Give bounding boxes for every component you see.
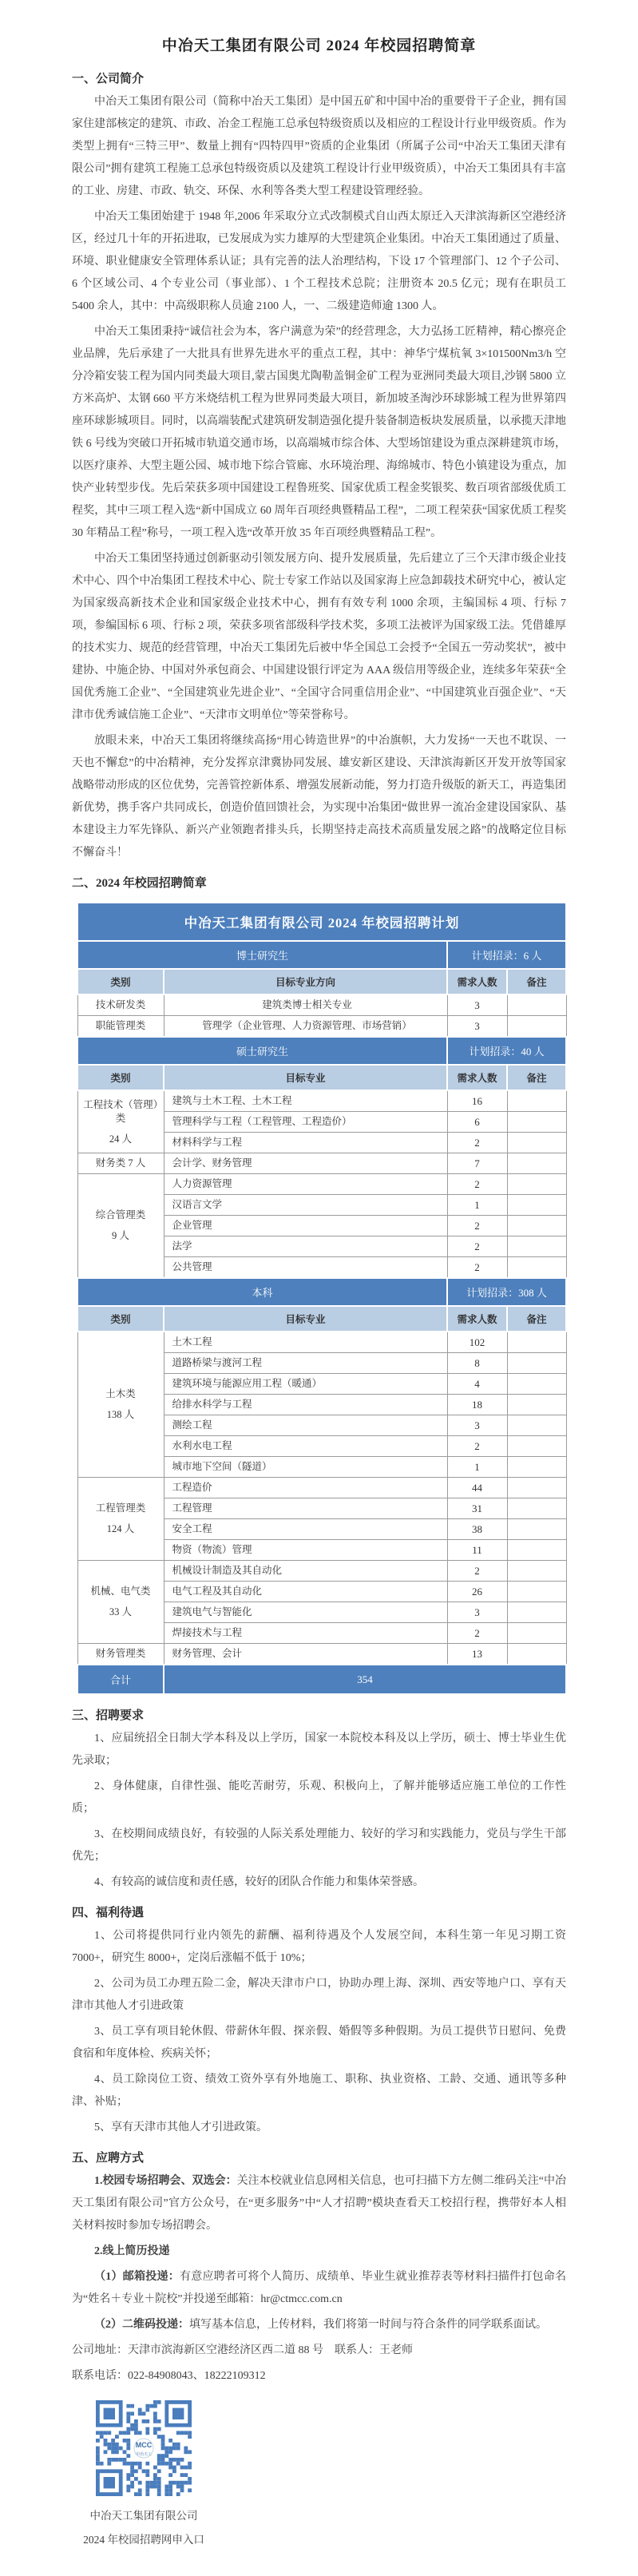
column-header: 备注 [507,969,566,994]
column-header: 备注 [507,1065,566,1090]
remark-cell [507,1519,566,1540]
major-cell: 安全工程 [164,1519,447,1540]
benefit-item: 3、员工享有项目轮休假、带薪休年假、探亲假、婚假等多种假期。为员工提供节日慰问、免费食宿和年度体检、疾病关怀； [72,2026,566,2060]
column-header: 需求人数 [447,1065,507,1090]
remark-cell [507,1257,566,1279]
headcount-label: 24 人 [109,1133,133,1145]
major-cell: 城市地下空间（隧道） [164,1457,447,1478]
table-row [77,1174,566,1195]
category-cell: 财务类 7 人 [77,1153,164,1174]
apply-item-email [72,2266,566,2311]
apply-item-lead: （1）邮箱投递： [94,2271,180,2283]
apply-item-text: 填写基本信息，上传材料，我们将第一时间与符合条件的同学联系面试。 [189,2319,547,2331]
count-cell: 3 [447,1602,507,1623]
apply-item-lead: 1.校园专场招聘会、双选会： [94,2175,237,2187]
category-label: 土木类 [105,1388,136,1399]
major-cell: 建筑类博士相关专业 [164,994,447,1016]
count-cell: 2 [447,1436,507,1457]
count-cell: 3 [447,1415,507,1436]
count-cell: 2 [447,1623,507,1644]
count-cell: 44 [447,1478,507,1498]
intro-paragraph: 中冶天工集团坚持通过创新驱动引领发展方向、提升发展质量，先后建立了三个天津市级企业技术中心、四个中冶集团工程技术中心、院士专家工作站以及国家海上应急卸载技术研究中心，被认定为国家级高新技术企业和国家级企业技术中心，拥有有效专利 1000 余项，主编国标 4 项、行标 7 项，参编国标 6 项、行标 2 项，荣获多项省部级科学技术奖，多项工法被评为国家级工法。凭借雄厚的技术实力、规范的经营管理，中冶天工集团先后被中华全国总工会授予“全国五一劳动奖状”，被中建协、中施企协、中国对外承包商会、中国建设银行评定为 AAA 级信用等级企业，连续多年荣获“全国优秀施工企业”、“全国建筑业先进企业”、“全国守合同重信用企业”、“中国建筑业百强企业”、“天津市优秀诚信施工企业”、“天津市文明单位”等荣誉称号。 [72,553,566,721]
svg-text:中冶天工: 中冶天工 [135,2452,153,2457]
master-band-row [77,1037,566,1065]
column-header: 备注 [507,1306,566,1332]
requirement-item: 3、在校期间成绩良好，有较强的人际关系处理能力、较好的学习和实践能力，党员与学生干部优先； [72,1828,566,1863]
headcount-label: 33 人 [109,1606,133,1617]
bachelor-quota-label: 计划招录：308 人 [447,1278,566,1306]
remark-cell [507,1457,566,1478]
remark-cell [507,1623,566,1644]
major-cell: 企业管理 [164,1216,447,1236]
category-cell: 财务管理类 [77,1644,164,1665]
major-cell: 会计学、财务管理 [164,1153,447,1174]
category-label: 综合管理类 [95,1209,146,1221]
count-cell: 6 [447,1112,507,1133]
benefit-item: 5、享有天津市其他人才引进政策。 [94,2122,267,2133]
qr-block [73,2400,214,2552]
category-label: 工程技术（管理）类 [83,1098,158,1124]
remark-cell [507,1498,566,1519]
major-cell: 汉语言文学 [164,1195,447,1216]
benefit-item: 1、公司将提供同行业内领先的薪酬、福利待遇及个人发展空间，本科生第一年见习期工资 7000+，研究生 8000+，定岗后涨幅不低于 10%； [72,1930,566,1964]
remark-cell [507,1478,566,1498]
major-cell: 建筑电气与智能化 [164,1602,447,1623]
doctor-header-row [77,969,566,994]
table-title-row [77,903,566,941]
major-cell: 人力资源管理 [164,1174,447,1195]
table-row [77,1332,566,1353]
apply-item-text: 关注本校就业信息网相关信息，也可扫描下方左侧二维码关注“中冶天工集团有限公司”官方公众号，在“更多服务”中“人才招聘”模块查看天工校招行程，携带好本人相关材料按时参加专场招聘会。 [72,2175,567,2232]
remark-cell [507,1090,566,1112]
column-header: 需求人数 [447,969,507,994]
bachelor-band-row [77,1278,566,1306]
column-header: 目标专业 [164,1065,447,1090]
section-heading-company-intro: 一、公司简介 [72,73,145,85]
bachelor-level-label: 本科 [77,1278,447,1306]
major-cell: 财务管理、会计 [164,1644,447,1665]
category-cell: 技术研发类 [77,994,164,1016]
count-cell: 3 [447,994,507,1016]
table-row [77,1561,566,1582]
table-row [77,994,566,1016]
total-label: 合计 [77,1665,164,1694]
count-cell: 16 [447,1090,507,1112]
category-cell [77,1561,164,1644]
category-label: 工程管理类 [95,1502,146,1514]
section-heading-recruit-plan: 二、2024 年校园招聘简章 [72,877,207,890]
count-cell: 2 [447,1257,507,1279]
section-heading-requirements: 三、招聘要求 [72,1709,145,1722]
table-row [77,1644,566,1665]
remark-cell [507,1016,566,1038]
requirement-item: 1、应届统招全日制大学本科及以上学历，国家一本院校本科及以上学历，硕士、博士毕业生优先录取； [72,1733,566,1767]
count-cell: 18 [447,1395,507,1415]
column-header: 目标专业方向 [164,969,447,994]
master-header-row [77,1065,566,1090]
major-cell: 焊接技术与工程 [164,1623,447,1644]
count-cell: 11 [447,1540,507,1561]
apply-item-text: 有意应聘者可将个人简历、成绩单、毕业生就业推荐表等材料扫描件打包命名为“姓名＋专业＋院校”并投递至邮箱：hr@ctmcc.com.cn [72,2271,566,2305]
major-cell: 管理科学与工程（工程管理、工程造价） [164,1112,447,1133]
requirement-item: 2、身体健康，自律性强、能吃苦耐劳，乐观、积极向上，了解并能够适应施工单位的工作性质； [72,1780,566,1815]
remark-cell [507,1561,566,1582]
total-value: 354 [164,1665,566,1694]
major-cell: 土木工程 [164,1332,447,1353]
remark-cell [507,1582,566,1602]
column-header: 类别 [77,1065,164,1090]
mcc-logo-text: MCC [135,2441,153,2449]
apply-item-online: 2.线上简历投递 [94,2245,170,2257]
master-level-label: 硕士研究生 [77,1037,447,1065]
count-cell: 2 [447,1174,507,1195]
major-cell: 管理学（企业管理、人力资源管理、市场营销） [164,1016,447,1038]
remark-cell [507,1644,566,1665]
major-cell: 道路桥梁与渡河工程 [164,1353,447,1374]
count-cell: 1 [447,1195,507,1216]
requirement-item: 4、有较高的诚信度和责任感，较好的团队合作能力和集体荣誉感。 [94,1876,424,1888]
major-cell: 工程管理 [164,1498,447,1519]
remark-cell [507,994,566,1016]
remark-cell [507,1216,566,1236]
count-cell: 26 [447,1582,507,1602]
apply-item-lead: （2）二维码投递： [94,2319,189,2331]
major-cell: 测绘工程 [164,1415,447,1436]
major-cell: 工程造价 [164,1478,447,1498]
category-label: 机械、电气类 [90,1586,151,1597]
recruit-plan-table [77,902,567,1695]
count-cell: 2 [447,1133,507,1153]
page-title: 中冶天工集团有限公司 2024 年校园招聘简章 [161,38,477,54]
remark-cell [507,1540,566,1561]
category-cell: 职能管理类 [77,1016,164,1038]
intro-paragraph: 中冶天工集团始建于 1948 年,2006 年采取分立式改制模式自山西太原迁入天津滨海新区空港经济区，经过几十年的开拓进取，已发展成为实力雄厚的大型建筑企业集团。中冶天工集团通过了质量、环境、职业健康安全管理体系认证；具有完善的法人治理结构，下设 17 个管理部门、12 个子公司、6 个区域公司、4 个专业公司（事业部）、1 个工程技术总院；注册资本 20.5 亿元；现有在职员工 5400 余人，其中：中高级职称人员逾 2100 人，一、二级建造师逾 1300 人。 [72,211,566,312]
count-cell: 4 [447,1374,507,1395]
table-row [77,1153,566,1174]
remark-cell [507,1112,566,1133]
table-row [77,1016,566,1038]
master-quota-label: 计划招录：40 人 [447,1037,566,1065]
major-cell: 给排水科学与工程 [164,1395,447,1415]
apply-item-qr [72,2314,566,2336]
doctor-quota-label: 计划招录：6 人 [447,941,566,969]
major-cell: 材料科学与工程 [164,1133,447,1153]
qr-code-image [96,2400,192,2496]
table-row [77,1090,566,1112]
major-cell: 机械设计制造及其自动化 [164,1561,447,1582]
remark-cell [507,1436,566,1457]
headcount-label: 9 人 [112,1230,129,1241]
intro-paragraph: 放眼未来，中冶天工集团将继续高扬“用心铸造世界”的中冶旗帜，大力发扬“一天也不耽误、一天也不懈怠”的中冶精神，充分发挥京津冀协同发展、雄安新区建设、天津滨海新区开发开放等国家战略带动形成的区位优势，完善管控新体系、增强发展新动能，努力打造升级版的新天工，再造集团新优势，携手客户共同成长，创造价值回馈社会，为实现中冶集团“做世界一流冶金建设国家队、基本建设主力军先锋队、新兴产业领跑者排头兵，长期坚持走高技术高质量发展之路”的战略定位目标不懈奋斗！ [72,735,566,859]
doctor-level-label: 博士研究生 [77,941,447,969]
company-address: 公司地址：天津市滨海新区空港经济区西二道 88 号 联系人：王老师 [72,2344,413,2356]
count-cell: 8 [447,1353,507,1374]
intro-paragraph: 中冶天工集团有限公司（简称中冶天工集团）是中国五矿和中国中冶的重要骨干子企业，拥有国家住建部核定的建筑、市政、冶金工程施工总承包特级资质以及相应的工程设计行业甲级资质。作为类型上拥有“三特三甲”、数量上拥有“四特四甲”资质的企业集团（所属子公司“中冶天工集团天津有限公司”拥有建筑工程施工总承包特级资质以及建筑工程设计行业甲级资质），中冶天工集团具有丰富的工业、房建、市政、轨交、环保、水利等各类大型工程建设管理经验。 [72,96,566,197]
remark-cell [507,1353,566,1374]
column-header: 需求人数 [447,1306,507,1332]
benefit-item: 2、公司为员工办理五险二金，解决天津市户口，协助办理上海、深圳、西安等地户口、享有天津市其他人才引进政策 [72,1978,566,2012]
major-cell: 建筑环境与能源应用工程（暖通） [164,1374,447,1395]
count-cell: 31 [447,1498,507,1519]
remark-cell [507,1395,566,1415]
remark-cell [507,1374,566,1395]
table-title: 中冶天工集团有限公司 2024 年校园招聘计划 [77,903,566,941]
count-cell: 13 [447,1644,507,1665]
apply-item-campus [72,2170,566,2237]
remark-cell [507,1153,566,1174]
count-cell: 7 [447,1153,507,1174]
contact-phone: 联系电话：022-84908043、18222109312 [72,2370,266,2382]
table-row [77,1478,566,1498]
remark-cell [507,1602,566,1623]
benefit-item: 4、员工除岗位工资、绩效工资外享有外地施工、职称、执业资格、工龄、交通、通讯等多种津、补贴； [72,2074,566,2108]
section-heading-apply: 五、应聘方式 [72,2152,145,2165]
category-cell [77,1478,164,1561]
major-cell: 物资（物流）管理 [164,1540,447,1561]
doctor-band-row [77,941,566,969]
qr-caption-entry: 2024 年校园招聘网申入口 [83,2534,204,2546]
intro-paragraph: 中冶天工集团秉持“诚信社会为本，客户满意为荣”的经营理念，大力弘扬工匠精神，精心擦亮企业品牌，先后承建了一大批具有世界先进水平的重点工程，其中：神华宁煤杭氧 3×101500Nm3/h 空分冷箱安装工程为国内同类最大项目,蒙古国奥尤陶勒盖铜金矿工程为亚洲同类最大项目,沙钢 5800 立方米高炉、太钢 660 平方米烧结机工程为世界同类最大项目，新加坡圣淘沙环球影城工程为世界第四座环球影城项目。同时，以高端装配式建筑研发制造强化提升装备制造板块发展质量，以承揽天津地铁 6 号线为突破口开拓城市轨道交通市场，以高端城市综合体、大型场馆建设为重点深耕建筑市场，以医疗康养、大型主题公园、城市地下综合管廊、水环境治理、海绵城市、特色小镇建设为重点，加快产业转型步伐。先后荣获多项中国建设工程鲁班奖、国家优质工程金奖银奖、数百项省部级优质工程奖，其中三项工程入选“新中国成立 60 周年百项经典暨精品工程”，二项工程荣获“国家优质工程奖 30 年精品工程”称号，一项工程入选“改革开放 35 年百项经典暨精品工程”。 [72,326,566,539]
column-header: 目标专业 [164,1306,447,1332]
count-cell: 102 [447,1332,507,1353]
count-cell: 2 [447,1216,507,1236]
count-cell: 38 [447,1519,507,1540]
count-cell: 3 [447,1016,507,1038]
remark-cell [507,1415,566,1436]
remark-cell [507,1236,566,1257]
qr-caption-company: 中冶天工集团有限公司 [89,2510,198,2522]
major-cell: 法学 [164,1236,447,1257]
major-cell: 建筑与土木工程、土木工程 [164,1090,447,1112]
count-cell: 2 [447,1236,507,1257]
bachelor-header-row [77,1306,566,1332]
column-header: 类别 [77,1306,164,1332]
total-row [77,1665,566,1694]
category-cell [77,1174,164,1279]
section-heading-benefits: 四、福利待遇 [72,1907,145,1919]
headcount-label: 138 人 [106,1409,135,1420]
remark-cell [507,1174,566,1195]
major-cell: 水利水电工程 [164,1436,447,1457]
remark-cell [507,1332,566,1353]
category-cell [77,1090,164,1153]
major-cell: 电气工程及其自动化 [164,1582,447,1602]
count-cell: 2 [447,1561,507,1582]
category-cell [77,1332,164,1478]
headcount-label: 124 人 [106,1523,135,1534]
column-header: 类别 [77,969,164,994]
count-cell: 1 [447,1457,507,1478]
major-cell: 公共管理 [164,1257,447,1279]
remark-cell [507,1195,566,1216]
remark-cell [507,1133,566,1153]
